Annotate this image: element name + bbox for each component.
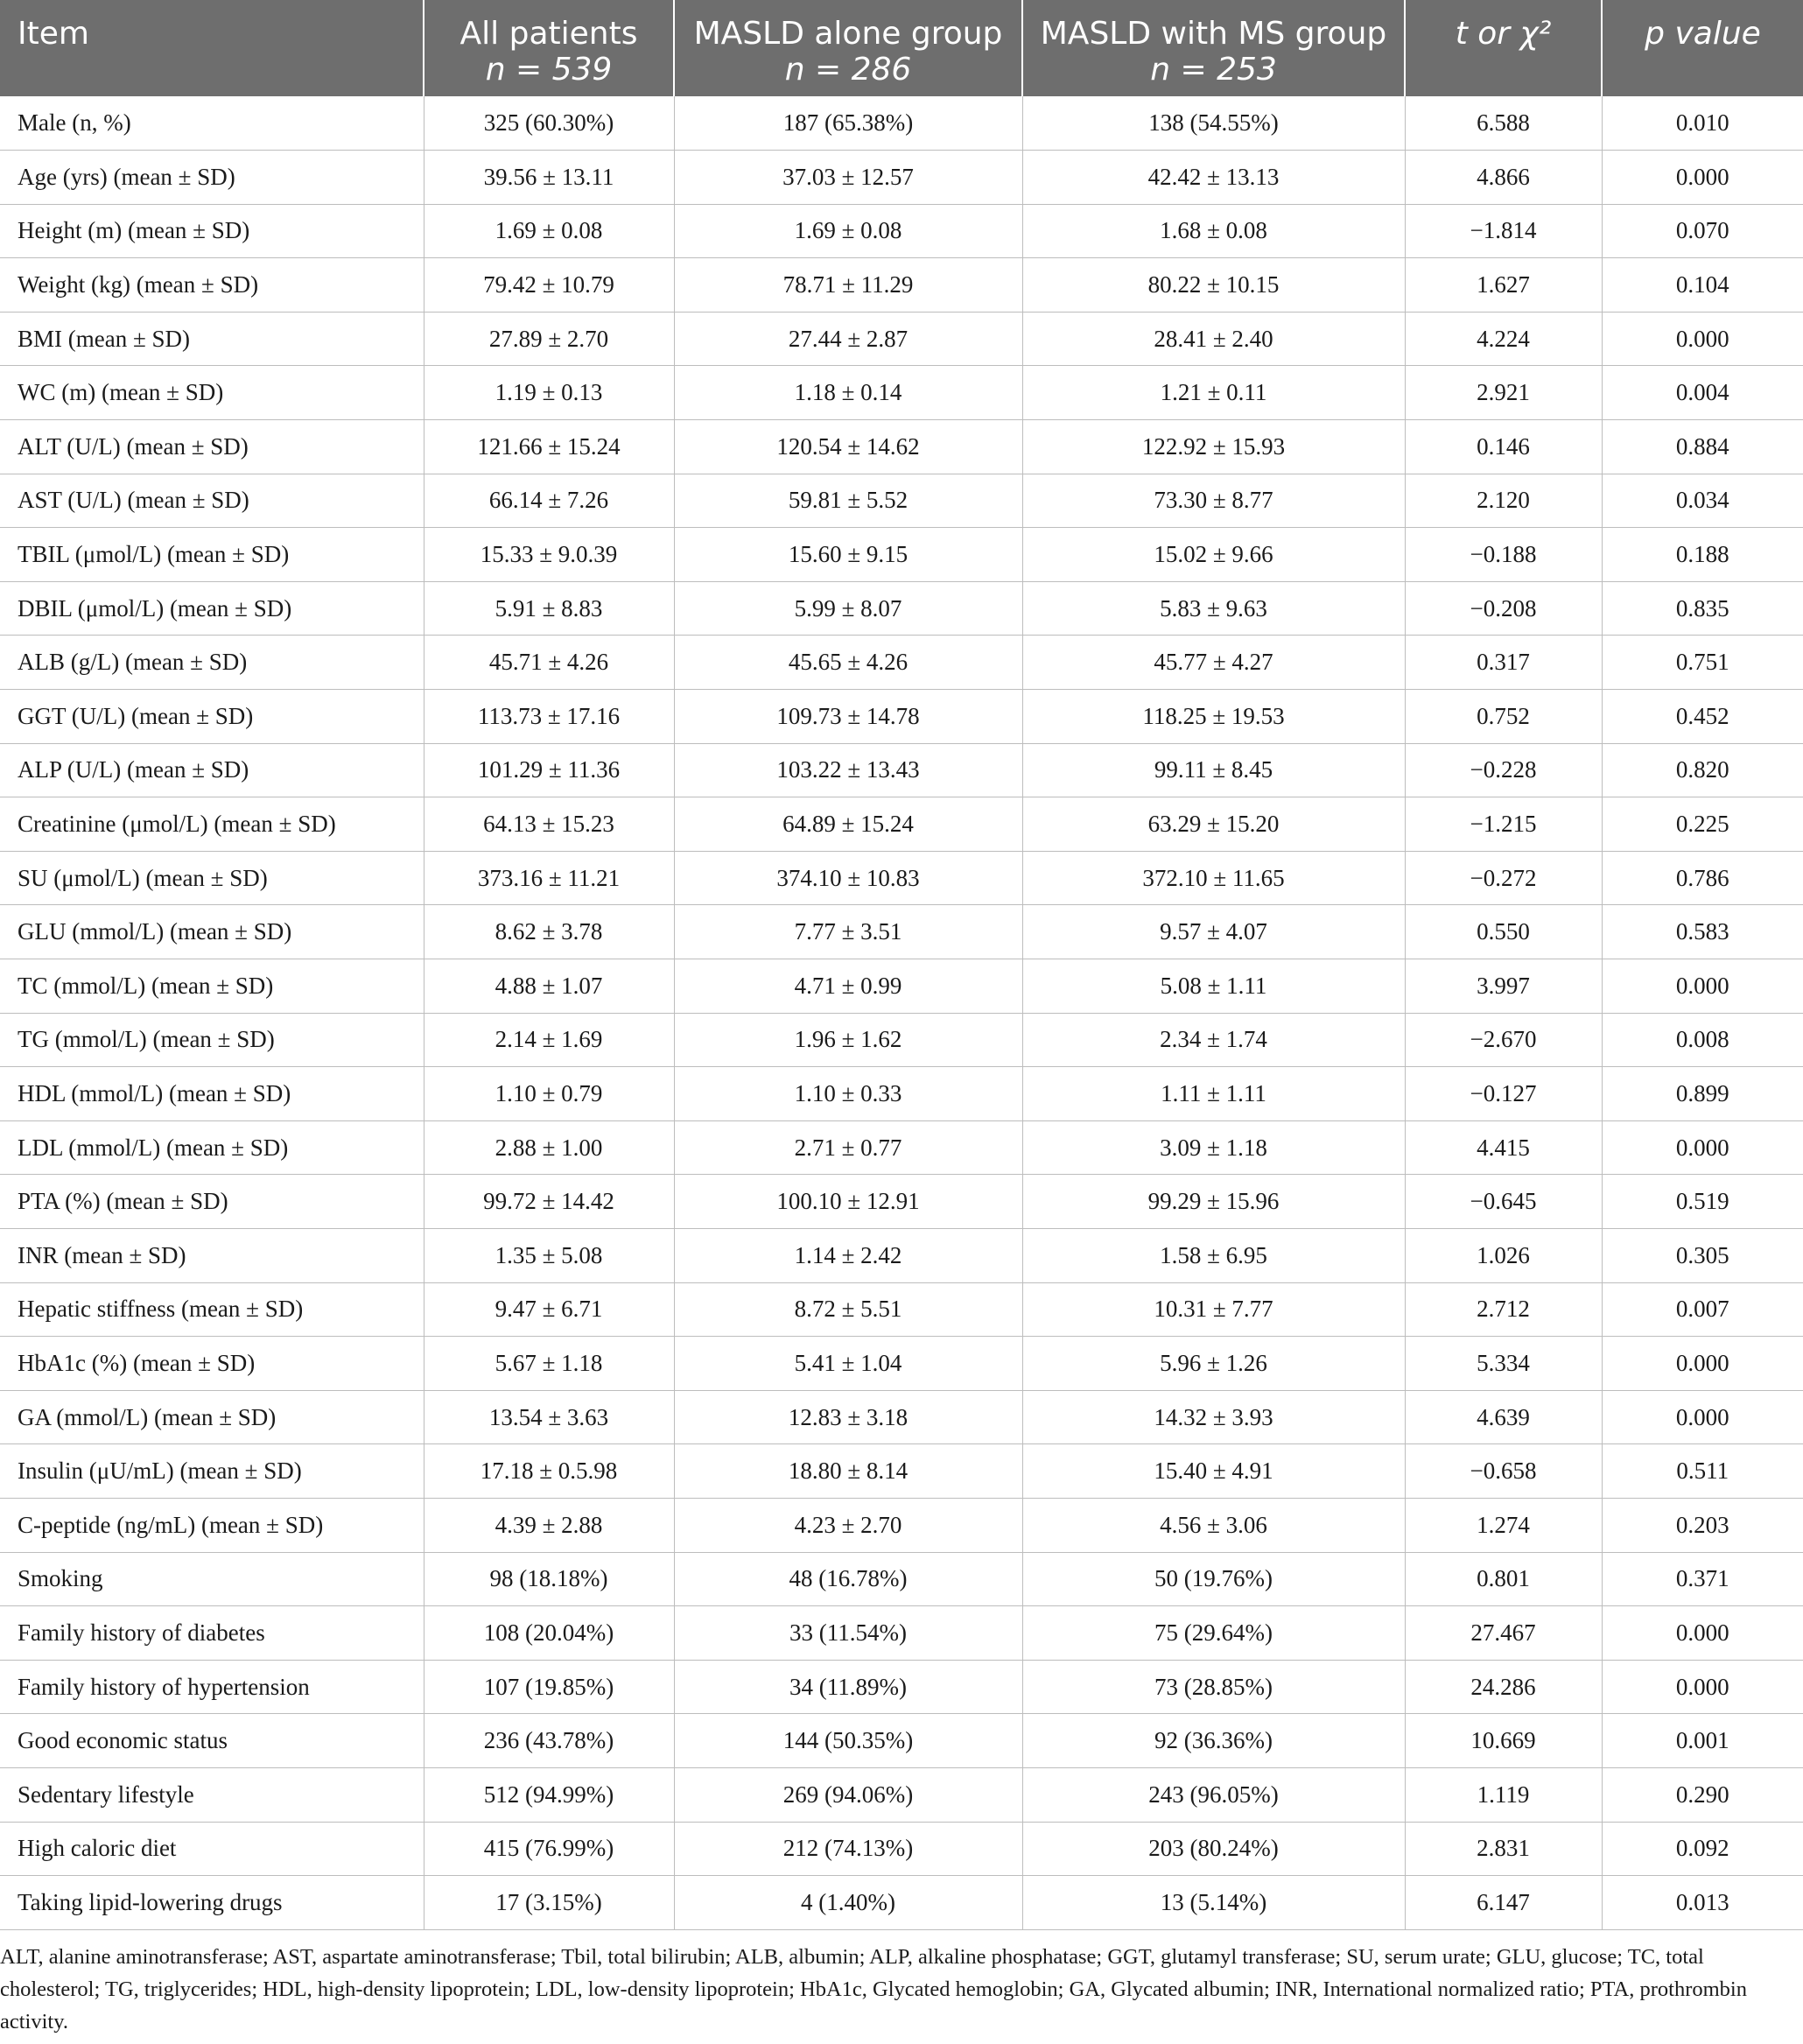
cell-test-statistic: 4.415 [1405, 1120, 1602, 1175]
cell-p-value: 0.511 [1602, 1444, 1803, 1499]
table-row [0, 1390, 1803, 1444]
table-row [0, 851, 1803, 905]
cell-masld-alone: 1.69 ± 0.08 [674, 204, 1022, 258]
cell-item: Insulin (μU/mL) (mean ± SD) [0, 1444, 424, 1499]
cell-item: Good economic status [0, 1714, 424, 1768]
cell-p-value: 0.000 [1602, 1660, 1803, 1714]
cell-item: Creatinine (μmol/L) (mean ± SD) [0, 797, 424, 852]
cell-test-statistic: 0.550 [1405, 905, 1602, 959]
cell-p-value: 0.004 [1602, 366, 1803, 420]
cell-item: Smoking [0, 1552, 424, 1606]
cell-test-statistic: 0.752 [1405, 690, 1602, 744]
cell-masld-ms: 45.77 ± 4.27 [1022, 636, 1405, 690]
cell-masld-ms: 138 (54.55%) [1022, 96, 1405, 151]
cell-p-value: 0.013 [1602, 1876, 1803, 1930]
cell-item: Taking lipid-lowering drugs [0, 1876, 424, 1930]
cell-all-patients: 98 (18.18%) [424, 1552, 674, 1606]
cell-masld-alone: 15.60 ± 9.15 [674, 528, 1022, 582]
cell-all-patients: 415 (76.99%) [424, 1822, 674, 1876]
cell-item: DBIL (μmol/L) (mean ± SD) [0, 581, 424, 636]
table-row [0, 312, 1803, 366]
cell-all-patients: 1.19 ± 0.13 [424, 366, 674, 420]
table-row [0, 96, 1803, 151]
table-row [0, 1067, 1803, 1121]
cell-masld-alone: 1.14 ± 2.42 [674, 1228, 1022, 1282]
cell-all-patients: 512 (94.99%) [424, 1767, 674, 1822]
cell-test-statistic: −0.208 [1405, 581, 1602, 636]
header-p-value [1602, 0, 1803, 96]
cell-masld-ms: 203 (80.24%) [1022, 1822, 1405, 1876]
cell-p-value: 0.820 [1602, 743, 1803, 797]
cell-p-value: 0.290 [1602, 1767, 1803, 1822]
table-row [0, 581, 1803, 636]
cell-test-statistic: −2.670 [1405, 1013, 1602, 1067]
cell-masld-alone: 109.73 ± 14.78 [674, 690, 1022, 744]
cell-all-patients: 4.88 ± 1.07 [424, 959, 674, 1014]
cell-masld-ms: 118.25 ± 19.53 [1022, 690, 1405, 744]
cell-masld-ms: 13 (5.14%) [1022, 1876, 1405, 1930]
cell-all-patients: 108 (20.04%) [424, 1606, 674, 1661]
cell-test-statistic: 5.334 [1405, 1337, 1602, 1391]
table-row [0, 474, 1803, 528]
cell-item: GGT (U/L) (mean ± SD) [0, 690, 424, 744]
table-row [0, 204, 1803, 258]
cell-masld-ms: 4.56 ± 3.06 [1022, 1498, 1405, 1552]
cell-test-statistic: 1.274 [1405, 1498, 1602, 1552]
cell-masld-ms: 42.42 ± 13.13 [1022, 151, 1405, 205]
header-masld-alone-label: MASLD alone group [693, 16, 1003, 52]
header-item-label: Item [18, 16, 89, 52]
cell-p-value: 0.583 [1602, 905, 1803, 959]
cell-masld-alone: 27.44 ± 2.87 [674, 312, 1022, 366]
cell-item: WC (m) (mean ± SD) [0, 366, 424, 420]
table-row [0, 1822, 1803, 1876]
cell-p-value: 0.092 [1602, 1822, 1803, 1876]
cell-test-statistic: 27.467 [1405, 1606, 1602, 1661]
cell-masld-ms: 92 (36.36%) [1022, 1714, 1405, 1768]
cell-item: High caloric diet [0, 1822, 424, 1876]
cell-all-patients: 2.14 ± 1.69 [424, 1013, 674, 1067]
cell-masld-alone: 120.54 ± 14.62 [674, 420, 1022, 474]
cell-test-statistic: 1.026 [1405, 1228, 1602, 1282]
cell-masld-alone: 33 (11.54%) [674, 1606, 1022, 1661]
cell-item: C-peptide (ng/mL) (mean ± SD) [0, 1498, 424, 1552]
cell-masld-ms: 3.09 ± 1.18 [1022, 1120, 1405, 1175]
cell-all-patients: 101.29 ± 11.36 [424, 743, 674, 797]
header-masld-ms [1022, 0, 1405, 96]
table-row [0, 528, 1803, 582]
cell-p-value: 0.751 [1602, 636, 1803, 690]
cell-masld-alone: 8.72 ± 5.51 [674, 1282, 1022, 1337]
cell-p-value: 0.225 [1602, 797, 1803, 852]
cell-item: HbA1c (%) (mean ± SD) [0, 1337, 424, 1391]
table-row [0, 743, 1803, 797]
cell-p-value: 0.884 [1602, 420, 1803, 474]
cell-masld-ms: 243 (96.05%) [1022, 1767, 1405, 1822]
cell-masld-alone: 7.77 ± 3.51 [674, 905, 1022, 959]
cell-masld-ms: 99.29 ± 15.96 [1022, 1175, 1405, 1229]
table-row [0, 258, 1803, 313]
cell-test-statistic: 24.286 [1405, 1660, 1602, 1714]
cell-test-statistic: 0.317 [1405, 636, 1602, 690]
cell-all-patients: 66.14 ± 7.26 [424, 474, 674, 528]
cell-masld-alone: 37.03 ± 12.57 [674, 151, 1022, 205]
header-p-value-label: p value [1645, 16, 1761, 52]
header-masld-ms-label: MASLD with MS group [1040, 16, 1387, 52]
cell-all-patients: 5.91 ± 8.83 [424, 581, 674, 636]
cell-all-patients: 5.67 ± 1.18 [424, 1337, 674, 1391]
cell-masld-alone: 64.89 ± 15.24 [674, 797, 1022, 852]
cell-p-value: 0.203 [1602, 1498, 1803, 1552]
cell-test-statistic: −0.658 [1405, 1444, 1602, 1499]
cell-test-statistic: 4.224 [1405, 312, 1602, 366]
cell-masld-ms: 1.11 ± 1.11 [1022, 1067, 1405, 1121]
cell-item: Hepatic stiffness (mean ± SD) [0, 1282, 424, 1337]
cell-item: GLU (mmol/L) (mean ± SD) [0, 905, 424, 959]
header-item [0, 0, 424, 96]
cell-test-statistic: 3.997 [1405, 959, 1602, 1014]
cell-p-value: 0.000 [1602, 959, 1803, 1014]
cell-all-patients: 17 (3.15%) [424, 1876, 674, 1930]
cell-all-patients: 1.35 ± 5.08 [424, 1228, 674, 1282]
table-row [0, 1228, 1803, 1282]
cell-item: AST (U/L) (mean ± SD) [0, 474, 424, 528]
table-row [0, 1876, 1803, 1930]
cell-item: Sedentary lifestyle [0, 1767, 424, 1822]
cell-all-patients: 1.69 ± 0.08 [424, 204, 674, 258]
cell-item: GA (mmol/L) (mean ± SD) [0, 1390, 424, 1444]
cell-all-patients: 99.72 ± 14.42 [424, 1175, 674, 1229]
cell-p-value: 0.000 [1602, 312, 1803, 366]
cell-test-statistic: 2.831 [1405, 1822, 1602, 1876]
table-row [0, 690, 1803, 744]
cell-all-patients: 17.18 ± 0.5.98 [424, 1444, 674, 1499]
cell-masld-alone: 4.23 ± 2.70 [674, 1498, 1022, 1552]
cell-masld-alone: 1.10 ± 0.33 [674, 1067, 1022, 1121]
cell-p-value: 0.008 [1602, 1013, 1803, 1067]
cell-all-patients: 27.89 ± 2.70 [424, 312, 674, 366]
cell-masld-ms: 75 (29.64%) [1022, 1606, 1405, 1661]
cell-masld-ms: 1.21 ± 0.11 [1022, 366, 1405, 420]
cell-item: TG (mmol/L) (mean ± SD) [0, 1013, 424, 1067]
table-row [0, 797, 1803, 852]
cell-p-value: 0.070 [1602, 204, 1803, 258]
cell-all-patients: 1.10 ± 0.79 [424, 1067, 674, 1121]
table-row [0, 1282, 1803, 1337]
cell-masld-ms: 372.10 ± 11.65 [1022, 851, 1405, 905]
cell-test-statistic: 1.627 [1405, 258, 1602, 313]
cell-masld-ms: 15.40 ± 4.91 [1022, 1444, 1405, 1499]
cell-masld-alone: 59.81 ± 5.52 [674, 474, 1022, 528]
header-all-patients-label: All patients [460, 16, 638, 52]
cell-all-patients: 107 (19.85%) [424, 1660, 674, 1714]
cell-item: TBIL (μmol/L) (mean ± SD) [0, 528, 424, 582]
table-body [0, 96, 1803, 1929]
cell-all-patients: 64.13 ± 15.23 [424, 797, 674, 852]
cell-masld-ms: 5.96 ± 1.26 [1022, 1337, 1405, 1391]
cell-all-patients: 121.66 ± 15.24 [424, 420, 674, 474]
cell-masld-alone: 2.71 ± 0.77 [674, 1120, 1022, 1175]
cell-all-patients: 113.73 ± 17.16 [424, 690, 674, 744]
cell-masld-alone: 5.99 ± 8.07 [674, 581, 1022, 636]
cell-all-patients: 373.16 ± 11.21 [424, 851, 674, 905]
cell-masld-alone: 1.18 ± 0.14 [674, 366, 1022, 420]
cell-masld-ms: 5.83 ± 9.63 [1022, 581, 1405, 636]
cell-masld-ms: 1.58 ± 6.95 [1022, 1228, 1405, 1282]
cell-test-statistic: −0.188 [1405, 528, 1602, 582]
table-row [0, 1498, 1803, 1552]
cell-all-patients: 4.39 ± 2.88 [424, 1498, 674, 1552]
cell-test-statistic: −0.272 [1405, 851, 1602, 905]
cell-test-statistic: 4.639 [1405, 1390, 1602, 1444]
cell-item: TC (mmol/L) (mean ± SD) [0, 959, 424, 1014]
cell-masld-alone: 103.22 ± 13.43 [674, 743, 1022, 797]
cell-masld-alone: 144 (50.35%) [674, 1714, 1022, 1768]
header-all-patients-n: n = 539 [485, 52, 613, 88]
cell-masld-alone: 48 (16.78%) [674, 1552, 1022, 1606]
table-header [0, 0, 1803, 96]
cell-test-statistic: −1.215 [1405, 797, 1602, 852]
cell-all-patients: 79.42 ± 10.79 [424, 258, 674, 313]
cell-test-statistic: −0.645 [1405, 1175, 1602, 1229]
cell-item: ALP (U/L) (mean ± SD) [0, 743, 424, 797]
cell-item: LDL (mmol/L) (mean ± SD) [0, 1120, 424, 1175]
cell-test-statistic: 6.147 [1405, 1876, 1602, 1930]
cell-p-value: 0.000 [1602, 1390, 1803, 1444]
cell-all-patients: 236 (43.78%) [424, 1714, 674, 1768]
cell-masld-alone: 187 (65.38%) [674, 96, 1022, 151]
cell-masld-ms: 73 (28.85%) [1022, 1660, 1405, 1714]
cell-test-statistic: −0.127 [1405, 1067, 1602, 1121]
cell-masld-alone: 5.41 ± 1.04 [674, 1337, 1022, 1391]
cell-p-value: 0.000 [1602, 151, 1803, 205]
cell-masld-alone: 18.80 ± 8.14 [674, 1444, 1022, 1499]
cell-p-value: 0.519 [1602, 1175, 1803, 1229]
cell-all-patients: 325 (60.30%) [424, 96, 674, 151]
cell-test-statistic: 4.866 [1405, 151, 1602, 205]
table-footnote: ALT, alanine aminotransferase; AST, aspartate aminotransferase; Tbil, total bilirubin; ALB, albumin; ALP, alkaline phosphatase; GGT, glutamyl transferase; SU, serum urate; GLU, glucose; TC, total cholesterol; TG, triglycerides; HDL, high-density lipoprotein; LDL, low-density lipoprotein; HbA1c, Glycated hemoglobin; GA, Glycated albumin; INR, International normalized ratio; PTA, prothrombin activity. [0, 1945, 1747, 2033]
cell-item: BMI (mean ± SD) [0, 312, 424, 366]
cell-masld-alone: 4.71 ± 0.99 [674, 959, 1022, 1014]
cell-p-value: 0.010 [1602, 96, 1803, 151]
cell-test-statistic: −0.228 [1405, 743, 1602, 797]
cell-test-statistic: 1.119 [1405, 1767, 1602, 1822]
cell-all-patients: 39.56 ± 13.11 [424, 151, 674, 205]
cell-p-value: 0.001 [1602, 1714, 1803, 1768]
table-row [0, 1660, 1803, 1714]
header-row [0, 0, 1803, 96]
header-test-statistic-label: t or χ² [1455, 16, 1552, 52]
cell-p-value: 0.786 [1602, 851, 1803, 905]
cell-item: Family history of hypertension [0, 1660, 424, 1714]
cell-masld-ms: 63.29 ± 15.20 [1022, 797, 1405, 852]
cell-p-value: 0.104 [1602, 258, 1803, 313]
table-row [0, 1606, 1803, 1661]
cell-p-value: 0.452 [1602, 690, 1803, 744]
cell-masld-alone: 100.10 ± 12.91 [674, 1175, 1022, 1229]
cell-p-value: 0.000 [1602, 1337, 1803, 1391]
cell-item: Age (yrs) (mean ± SD) [0, 151, 424, 205]
cell-p-value: 0.034 [1602, 474, 1803, 528]
cell-item: ALT (U/L) (mean ± SD) [0, 420, 424, 474]
table-row [0, 1552, 1803, 1606]
cell-test-statistic: 2.921 [1405, 366, 1602, 420]
cell-masld-ms: 2.34 ± 1.74 [1022, 1013, 1405, 1067]
cell-item: PTA (%) (mean ± SD) [0, 1175, 424, 1229]
cell-all-patients: 15.33 ± 9.0.39 [424, 528, 674, 582]
cell-item: Family history of diabetes [0, 1606, 424, 1661]
header-masld-alone-n: n = 286 [784, 52, 912, 88]
cell-all-patients: 9.47 ± 6.71 [424, 1282, 674, 1337]
cell-masld-alone: 34 (11.89%) [674, 1660, 1022, 1714]
table-row [0, 1767, 1803, 1822]
cell-p-value: 0.000 [1602, 1120, 1803, 1175]
cell-masld-alone: 212 (74.13%) [674, 1822, 1022, 1876]
cell-test-statistic: 10.669 [1405, 1714, 1602, 1768]
table-row [0, 1175, 1803, 1229]
cell-p-value: 0.305 [1602, 1228, 1803, 1282]
cell-masld-ms: 9.57 ± 4.07 [1022, 905, 1405, 959]
cell-test-statistic: 2.120 [1405, 474, 1602, 528]
cell-p-value: 0.371 [1602, 1552, 1803, 1606]
header-all-patients [424, 0, 674, 96]
table-row [0, 1444, 1803, 1499]
cell-masld-ms: 73.30 ± 8.77 [1022, 474, 1405, 528]
cell-test-statistic: 0.801 [1405, 1552, 1602, 1606]
cell-masld-alone: 1.96 ± 1.62 [674, 1013, 1022, 1067]
cell-masld-ms: 28.41 ± 2.40 [1022, 312, 1405, 366]
cell-p-value: 0.000 [1602, 1606, 1803, 1661]
table-row [0, 1013, 1803, 1067]
table-row [0, 420, 1803, 474]
cell-test-statistic: 6.588 [1405, 96, 1602, 151]
cell-p-value: 0.188 [1602, 528, 1803, 582]
cell-p-value: 0.899 [1602, 1067, 1803, 1121]
cell-item: Height (m) (mean ± SD) [0, 204, 424, 258]
cell-item: Male (n, %) [0, 96, 424, 151]
cell-p-value: 0.835 [1602, 581, 1803, 636]
cell-all-patients: 2.88 ± 1.00 [424, 1120, 674, 1175]
cell-item: ALB (g/L) (mean ± SD) [0, 636, 424, 690]
cell-masld-ms: 1.68 ± 0.08 [1022, 204, 1405, 258]
cell-masld-ms: 50 (19.76%) [1022, 1552, 1405, 1606]
cell-masld-ms: 5.08 ± 1.11 [1022, 959, 1405, 1014]
cell-masld-ms: 122.92 ± 15.93 [1022, 420, 1405, 474]
table-row [0, 1714, 1803, 1768]
table-row [0, 636, 1803, 690]
cell-masld-alone: 374.10 ± 10.83 [674, 851, 1022, 905]
cell-masld-ms: 14.32 ± 3.93 [1022, 1390, 1405, 1444]
header-masld-ms-n: n = 253 [1150, 52, 1277, 88]
cell-p-value: 0.007 [1602, 1282, 1803, 1337]
cell-all-patients: 8.62 ± 3.78 [424, 905, 674, 959]
cell-item: Weight (kg) (mean ± SD) [0, 258, 424, 313]
cell-test-statistic: −1.814 [1405, 204, 1602, 258]
header-test-statistic [1405, 0, 1602, 96]
header-masld-alone [674, 0, 1022, 96]
cell-all-patients: 13.54 ± 3.63 [424, 1390, 674, 1444]
cell-masld-ms: 80.22 ± 10.15 [1022, 258, 1405, 313]
table-row [0, 959, 1803, 1014]
cell-item: INR (mean ± SD) [0, 1228, 424, 1282]
cell-masld-alone: 269 (94.06%) [674, 1767, 1022, 1822]
cell-masld-alone: 4 (1.40%) [674, 1876, 1022, 1930]
table-row [0, 1120, 1803, 1175]
cell-all-patients: 45.71 ± 4.26 [424, 636, 674, 690]
cell-masld-ms: 15.02 ± 9.66 [1022, 528, 1405, 582]
table-row [0, 151, 1803, 205]
cell-item: SU (μmol/L) (mean ± SD) [0, 851, 424, 905]
cell-item: HDL (mmol/L) (mean ± SD) [0, 1067, 424, 1121]
cell-test-statistic: 0.146 [1405, 420, 1602, 474]
cell-masld-alone: 78.71 ± 11.29 [674, 258, 1022, 313]
cell-masld-alone: 12.83 ± 3.18 [674, 1390, 1022, 1444]
table-row [0, 1337, 1803, 1391]
cell-masld-ms: 99.11 ± 8.45 [1022, 743, 1405, 797]
cell-masld-alone: 45.65 ± 4.26 [674, 636, 1022, 690]
cell-masld-ms: 10.31 ± 7.77 [1022, 1282, 1405, 1337]
table-row [0, 366, 1803, 420]
cell-test-statistic: 2.712 [1405, 1282, 1602, 1337]
table-row [0, 905, 1803, 959]
